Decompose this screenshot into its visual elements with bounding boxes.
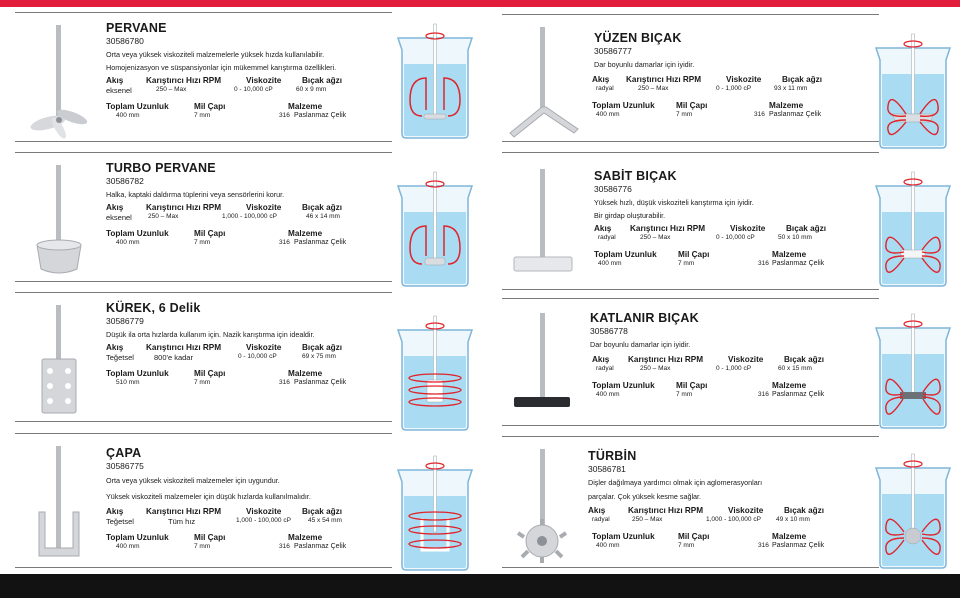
- shaft-label: Mil Çapı: [194, 369, 226, 378]
- paddle-icon: [15, 293, 105, 421]
- rpm-value: 250 – Max: [148, 213, 179, 220]
- product-info: [106, 446, 396, 553]
- viscosity-label: Viskozite: [728, 355, 764, 364]
- spec-table: [106, 76, 396, 122]
- product-code: 30586781: [588, 464, 626, 474]
- product-description: [106, 188, 396, 201]
- product-card-katlanir-bicak[interactable]: [502, 298, 879, 426]
- rpm-label: Karıştırıcı Hızı RPM: [146, 76, 222, 85]
- blade-label: Bıçak ağzı: [302, 507, 343, 516]
- rpm-label: Karıştırıcı Hızı RPM: [146, 203, 222, 212]
- viscosity-value: 1,000 - 100,000 cP: [222, 213, 277, 220]
- product-info: [588, 449, 878, 552]
- top-accent-bar: [0, 0, 960, 7]
- product-description: [594, 196, 884, 222]
- product-title: SABİT BIÇAK: [594, 169, 677, 183]
- material-value: Paslanmaz Çelik: [772, 260, 825, 267]
- product-description: [594, 58, 884, 71]
- shaft-label: Mil Çapı: [194, 229, 226, 238]
- product-info: [106, 161, 396, 249]
- shaft-value: 7 mm: [676, 391, 693, 398]
- description-line: Düşük ila orta hızlarda kullanım için. Nazik karıştırma için idealdir.: [106, 330, 315, 339]
- spec-table: [106, 343, 396, 389]
- material-code: 316: [758, 542, 769, 549]
- description-line: Dar boyunlu damarlar için iyidir.: [594, 60, 695, 69]
- product-info: [594, 31, 884, 121]
- viscosity-value: 0 - 10,000 cP: [716, 234, 755, 241]
- viscosity-label: Viskozite: [728, 506, 764, 515]
- flow-value: radyal: [598, 234, 616, 241]
- product-description: [588, 476, 878, 504]
- shaft-label: Mil Çapı: [676, 381, 708, 390]
- description-line: Homojenizasyon ve süspansiyonlar için mükemmel karıştırma özellikleri.: [106, 63, 337, 72]
- viscosity-label: Viskozite: [246, 343, 282, 352]
- product-code: 30586778: [590, 326, 628, 336]
- length-label: Toplam Uzunluk: [106, 229, 169, 238]
- length-value: 400 mm: [116, 543, 140, 550]
- material-code: 316: [754, 111, 765, 118]
- product-code: 30586780: [106, 36, 144, 46]
- footer-bar: [0, 574, 960, 598]
- beaker-tangential-flow-icon: [392, 452, 478, 572]
- material-label: Malzeme: [772, 532, 807, 541]
- rpm-label: Karıştırıcı Hızı RPM: [626, 75, 702, 84]
- description-line: Orta veya yüksek viskoziteli malzemelerle yüksek hızda kullanılabilir.: [106, 50, 325, 59]
- spec-table: [106, 507, 396, 553]
- product-code: 30586775: [106, 461, 144, 471]
- blade-label: Bıçak ağzı: [786, 224, 827, 233]
- product-card-capa[interactable]: [15, 433, 392, 568]
- product-card-yuzen-bicak[interactable]: [502, 14, 879, 142]
- blade-value: 60 x 9 mm: [296, 86, 327, 93]
- blade-value: 45 x 54 mm: [308, 517, 342, 524]
- material-label: Malzeme: [769, 101, 804, 110]
- blade-label: Bıçak ağzı: [784, 355, 825, 364]
- beaker-radial-flow-icon: [870, 450, 956, 570]
- description-line: Bir girdap oluşturabilir.: [594, 211, 666, 220]
- length-value: 400 mm: [596, 111, 620, 118]
- blade-value: 60 x 15 mm: [778, 365, 812, 372]
- description-line: Dişler dağılmaya yardımcı olmak için aglomerasyonları: [588, 478, 763, 487]
- flow-value: eksenel: [106, 213, 132, 222]
- description-line: Halka, kaptaki daldırma tüplerini veya sensörlerini korur.: [106, 190, 285, 199]
- spec-table: [590, 355, 880, 401]
- rpm-value: 250 – Max: [156, 86, 187, 93]
- rpm-value: 800'e kadar: [154, 353, 193, 362]
- flow-label: Akış: [106, 343, 124, 352]
- length-label: Toplam Uzunluk: [592, 101, 655, 110]
- length-label: Toplam Uzunluk: [106, 102, 169, 111]
- blade-value: 50 x 10 mm: [778, 234, 812, 241]
- rpm-value: 250 – Max: [632, 516, 663, 523]
- product-info: [594, 169, 884, 270]
- flow-value: radyal: [596, 365, 614, 372]
- beaker-tangential-flow-icon: [392, 312, 478, 432]
- material-label: Malzeme: [288, 229, 323, 238]
- product-card-turbo-pervane[interactable]: [15, 152, 392, 282]
- rpm-label: Karıştırıcı Hızı RPM: [146, 507, 222, 516]
- length-label: Toplam Uzunluk: [106, 533, 169, 542]
- shaft-value: 7 mm: [678, 542, 695, 549]
- flow-value: radyal: [592, 516, 610, 523]
- description-line: parçalar. Çok yüksek kesme sağlar.: [588, 492, 702, 501]
- product-code: 30586777: [594, 46, 632, 56]
- flow-label: Akış: [592, 75, 610, 84]
- fixed-blade-icon: [502, 153, 592, 289]
- material-value: Paslanmaz Çelik: [294, 112, 347, 119]
- rpm-label: Karıştırıcı Hızı RPM: [630, 224, 706, 233]
- length-value: 400 mm: [596, 391, 620, 398]
- viscosity-value: 0 - 10,000 cP: [238, 353, 277, 360]
- product-info: [106, 301, 396, 389]
- material-label: Malzeme: [288, 369, 323, 378]
- blade-label: Bıçak ağzı: [302, 76, 343, 85]
- viscosity-label: Viskozite: [246, 76, 282, 85]
- product-title: KÜREK, 6 Delik: [106, 301, 201, 315]
- blade-value: 49 x 10 mm: [776, 516, 810, 523]
- viscosity-label: Viskozite: [246, 507, 282, 516]
- shaft-value: 7 mm: [678, 260, 695, 267]
- material-value: Paslanmaz Çelik: [294, 379, 347, 386]
- shaft-label: Mil Çapı: [678, 250, 710, 259]
- flow-label: Akış: [588, 506, 606, 515]
- shaft-value: 7 mm: [194, 112, 211, 119]
- viscosity-value: 0 - 1,000 cP: [716, 365, 752, 372]
- length-value: 400 mm: [116, 239, 140, 246]
- viscosity-label: Viskozite: [730, 224, 766, 233]
- length-label: Toplam Uzunluk: [592, 381, 655, 390]
- product-title: KATLANIR BIÇAK: [590, 311, 699, 325]
- product-info: [590, 311, 880, 401]
- length-label: Toplam Uzunluk: [106, 369, 169, 378]
- shaft-label: Mil Çapı: [676, 101, 708, 110]
- length-label: Toplam Uzunluk: [592, 532, 655, 541]
- spec-table: [594, 75, 884, 121]
- viscosity-label: Viskozite: [726, 75, 762, 84]
- shaft-value: 7 mm: [676, 111, 693, 118]
- flow-value: eksenel: [106, 86, 132, 95]
- spec-table: [106, 203, 396, 249]
- product-title: TÜRBİN: [588, 449, 637, 463]
- material-code: 316: [279, 543, 290, 550]
- length-value: 400 mm: [598, 260, 622, 267]
- material-value: Paslanmaz Çelik: [772, 542, 825, 549]
- anchor-icon: [15, 434, 105, 567]
- material-value: Paslanmaz Çelik: [772, 391, 825, 398]
- flow-value: radyal: [596, 85, 614, 92]
- shaft-value: 7 mm: [194, 543, 211, 550]
- description-line: Dar boyunlu damarlar için iyidir.: [590, 340, 691, 349]
- product-card-turbin[interactable]: [502, 436, 879, 568]
- rpm-label: Karıştırıcı Hızı RPM: [628, 355, 704, 364]
- spec-table: [588, 506, 878, 552]
- beaker-radial-flow-icon: [870, 168, 956, 288]
- viscosity-value: 1,000 - 100,000 cP: [706, 516, 761, 523]
- material-label: Malzeme: [772, 381, 807, 390]
- material-code: 316: [758, 391, 769, 398]
- product-description: [590, 338, 880, 351]
- material-code: 316: [279, 112, 290, 119]
- viscosity-label: Viskozite: [246, 203, 282, 212]
- rpm-value: 250 – Max: [640, 365, 671, 372]
- flow-label: Akış: [106, 507, 124, 516]
- rpm-label: Karıştırıcı Hızı RPM: [628, 506, 704, 515]
- turbo-propeller-icon: [15, 153, 105, 281]
- flow-value: Teğetsel: [106, 353, 134, 362]
- product-code: 30586782: [106, 176, 144, 186]
- shaft-label: Mil Çapı: [678, 532, 710, 541]
- product-card-kurek[interactable]: [15, 292, 392, 422]
- rpm-label: Karıştırıcı Hızı RPM: [146, 343, 222, 352]
- rpm-value: 250 – Max: [640, 234, 671, 241]
- product-description: [106, 328, 396, 341]
- description-line: Yüksek viskoziteli malzemeler için düşük hızlarda kullanılmalıdır.: [106, 492, 311, 501]
- length-value: 400 mm: [116, 112, 140, 119]
- flow-value: Teğetsel: [106, 517, 134, 526]
- folding-blade-icon: [502, 299, 592, 425]
- shaft-label: Mil Çapı: [194, 102, 226, 111]
- product-info: [106, 21, 396, 122]
- material-value: Paslanmaz Çelik: [294, 543, 347, 550]
- blade-label: Bıçak ağzı: [302, 343, 343, 352]
- material-value: Paslanmaz Çelik: [294, 239, 347, 246]
- length-value: 400 mm: [596, 542, 620, 549]
- shaft-label: Mil Çapı: [194, 533, 226, 542]
- description-line: Yüksek hızlı, düşük viskoziteli karıştırma için iyidir.: [594, 198, 754, 207]
- product-description: [106, 48, 396, 74]
- propeller-icon: [15, 13, 105, 141]
- length-value: 510 mm: [116, 379, 140, 386]
- beaker-axial-flow-icon: [392, 20, 478, 140]
- blade-label: Bıçak ağzı: [784, 506, 825, 515]
- flow-label: Akış: [106, 76, 124, 85]
- product-title: YÜZEN BIÇAK: [594, 31, 682, 45]
- rpm-value: Tüm hız: [168, 517, 196, 526]
- beaker-axial-flow-icon: [392, 168, 478, 288]
- product-code: 30586776: [594, 184, 632, 194]
- flow-label: Akış: [106, 203, 124, 212]
- viscosity-value: 0 - 1,000 cP: [716, 85, 752, 92]
- material-value: Paslanmaz Çelik: [769, 111, 822, 118]
- material-label: Malzeme: [772, 250, 807, 259]
- material-label: Malzeme: [288, 102, 323, 111]
- product-description: [106, 473, 396, 505]
- viscosity-value: 1,000 - 100,000 cP: [236, 517, 291, 524]
- blade-value: 46 x 14 mm: [306, 213, 340, 220]
- blade-label: Bıçak ağzı: [782, 75, 823, 84]
- description-line: Orta veya yüksek viskoziteli malzemeler için uygundur.: [106, 476, 280, 485]
- viscosity-value: 0 - 10,000 cP: [234, 86, 273, 93]
- rpm-value: 250 – Max: [638, 85, 669, 92]
- blade-label: Bıçak ağzı: [302, 203, 343, 212]
- length-label: Toplam Uzunluk: [594, 250, 657, 259]
- spec-table: [594, 224, 884, 270]
- product-title: ÇAPA: [106, 446, 142, 460]
- blade-value: 69 x 75 mm: [302, 353, 336, 360]
- flow-label: Akış: [594, 224, 612, 233]
- blade-value: 93 x 11 mm: [774, 85, 808, 92]
- product-card-sabit-bicak[interactable]: [502, 152, 879, 290]
- turbine-icon: [502, 437, 592, 567]
- material-code: 316: [279, 379, 290, 386]
- product-title: TURBO PERVANE: [106, 161, 216, 175]
- shaft-value: 7 mm: [194, 239, 211, 246]
- shaft-value: 7 mm: [194, 379, 211, 386]
- material-label: Malzeme: [288, 533, 323, 542]
- beaker-radial-flow-icon: [870, 30, 956, 150]
- material-code: 316: [279, 239, 290, 246]
- beaker-radial-flow-icon: [870, 310, 956, 430]
- product-title: PERVANE: [106, 21, 167, 35]
- product-card-pervane[interactable]: [15, 12, 392, 142]
- product-code: 30586779: [106, 316, 144, 326]
- material-code: 316: [758, 260, 769, 267]
- flow-label: Akış: [592, 355, 610, 364]
- floating-blade-icon: [502, 15, 592, 141]
